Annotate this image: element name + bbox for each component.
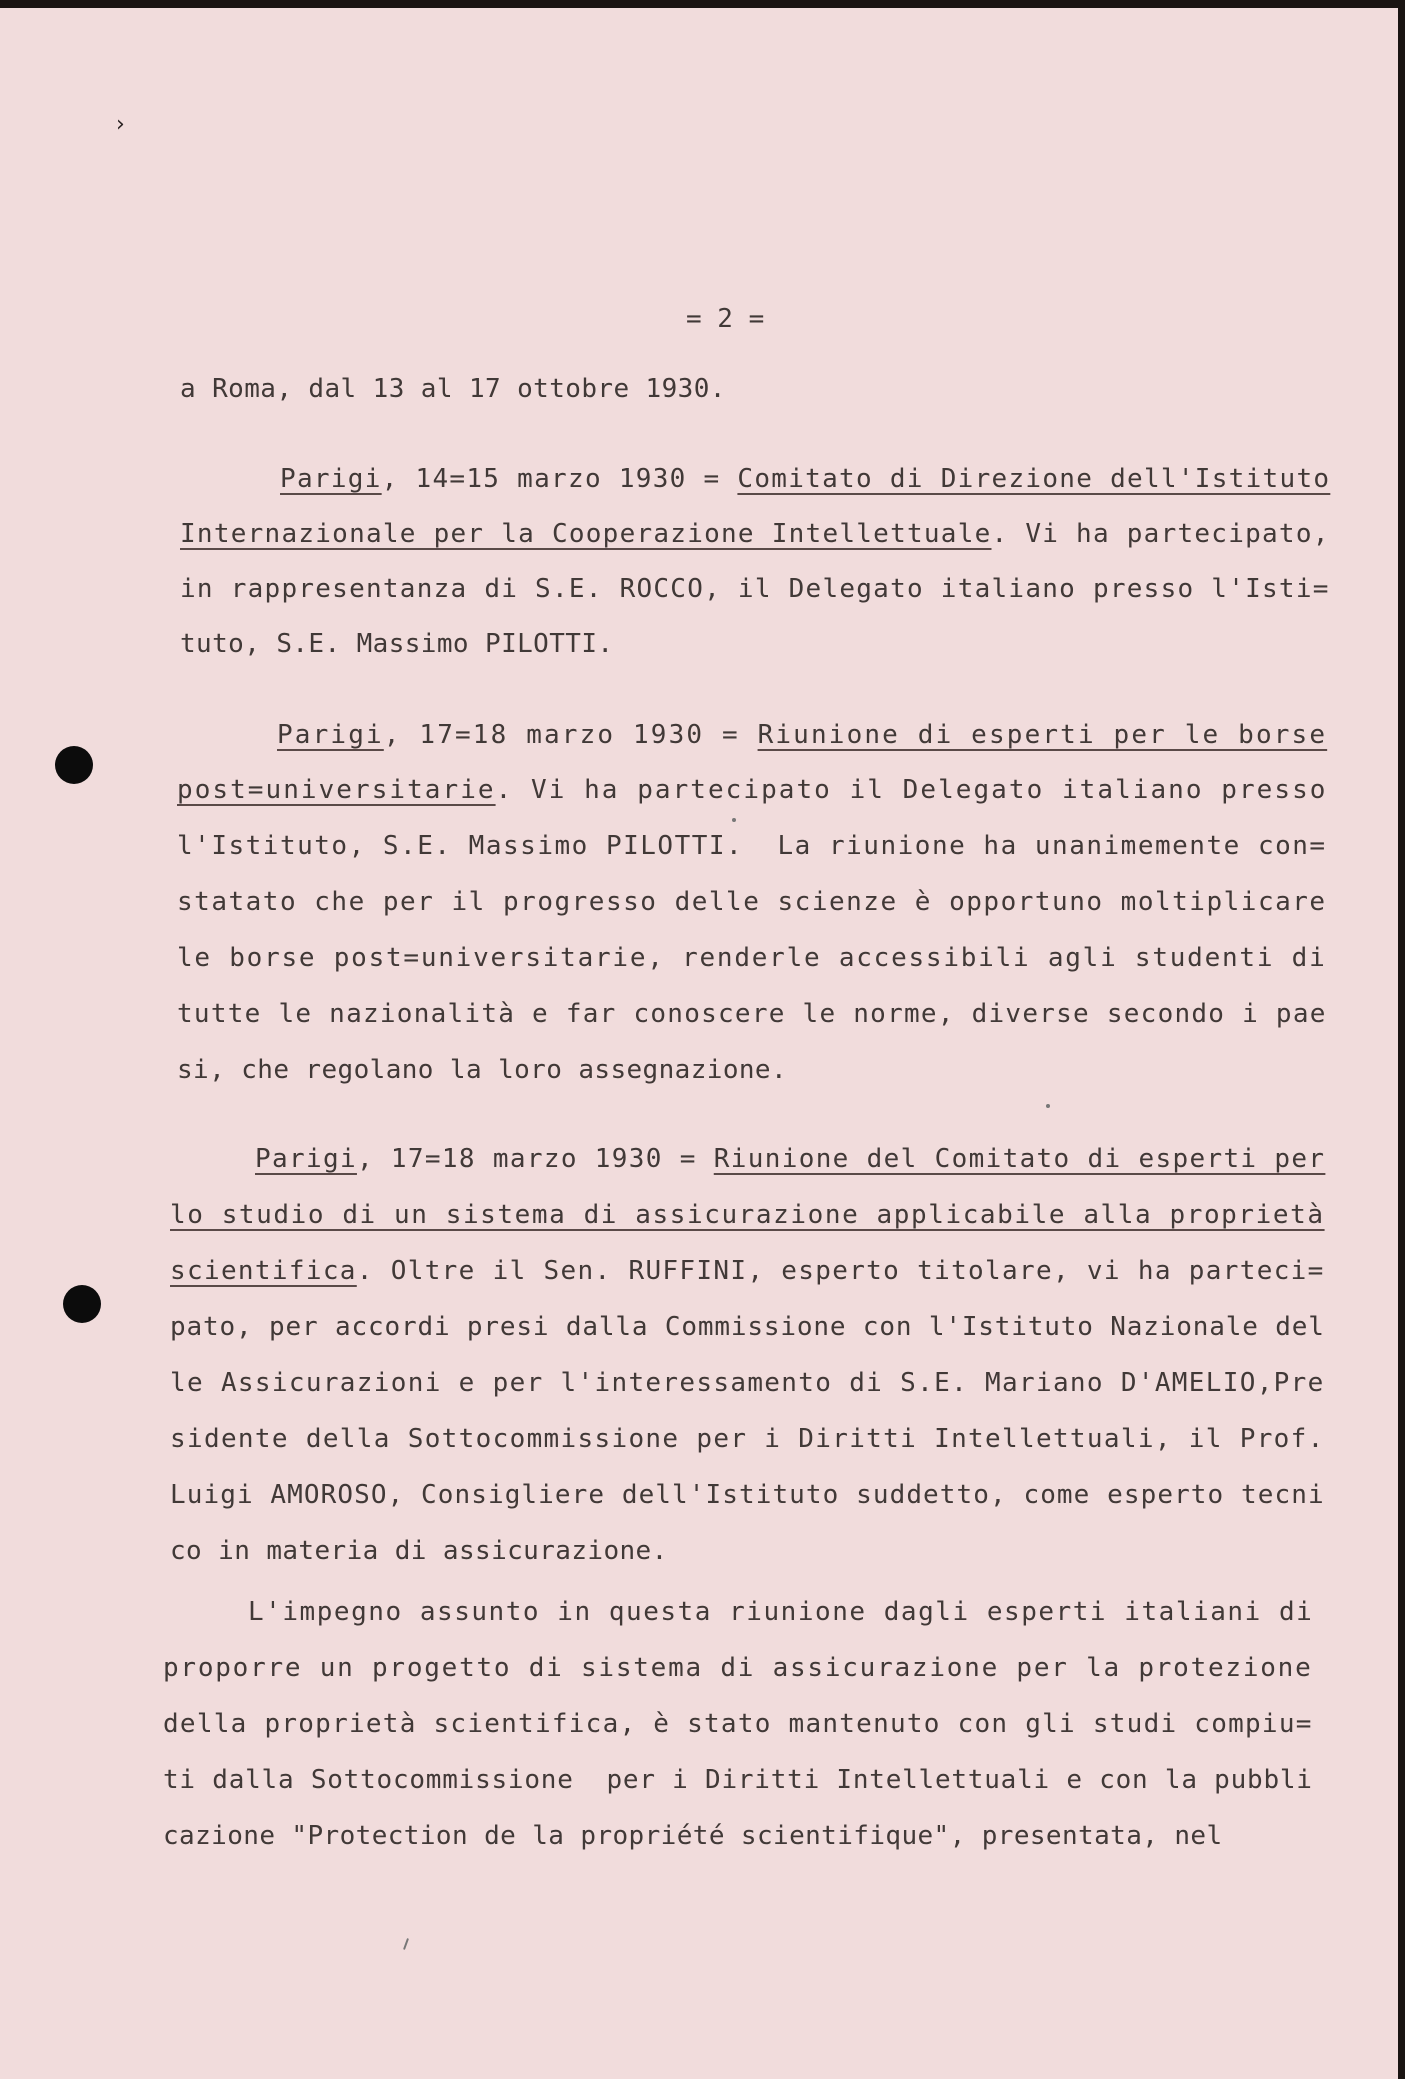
text-line — [177, 1055, 787, 1085]
text-line — [177, 775, 1327, 805]
text-line — [170, 1200, 1325, 1230]
underlined-text: Riunione del Comitato di esperti per — [713, 1144, 1326, 1174]
text-segment: , 17=18 marzo 1930 = — [383, 720, 758, 750]
text-segment: , 14=15 marzo 1930 = — [381, 464, 738, 494]
text-line — [170, 1480, 1325, 1510]
underlined-text: Comitato di Direzione dell'Istituto — [737, 464, 1331, 494]
text-line — [177, 887, 1327, 917]
underlined-text: lo studio di un sistema di assicurazione applicabile alla proprietà — [170, 1200, 1325, 1230]
text-segment: le Assicurazioni e per l'interessamento di S.E. Mariano D'AMELIO,Pre — [170, 1368, 1325, 1398]
text-line — [180, 374, 726, 404]
page-number: = 2 = — [686, 304, 765, 334]
text-segment: si, che regolano la loro assegnazione. — [177, 1055, 788, 1085]
text-line — [255, 1144, 1325, 1174]
text-segment: . Oltre il Sen. RUFFINI, esperto titolare, vi ha parteci= — [356, 1256, 1325, 1286]
text-line — [177, 943, 1327, 973]
text-segment: a Roma, dal 13 al 17 ottobre 1930. — [180, 374, 726, 404]
text-line — [170, 1368, 1325, 1398]
text-line — [277, 720, 1327, 750]
text-line — [180, 574, 1330, 604]
text-line — [180, 519, 1330, 549]
margin-mark: › — [116, 112, 125, 137]
ink-speck — [732, 818, 736, 822]
underlined-text: Parigi — [255, 1144, 357, 1174]
text-segment: cazione "Protection de la propriété scientifique", presentata, nel — [163, 1821, 1223, 1851]
text-segment: proporre un progetto di sistema di assicurazione per la protezione — [163, 1653, 1313, 1683]
text-line — [163, 1765, 1313, 1795]
text-line — [170, 1536, 668, 1566]
text-segment: tutte le nazionalità e far conoscere le norme, diverse secondo i pae — [177, 999, 1327, 1029]
text-line — [170, 1256, 1325, 1286]
text-line — [280, 464, 1330, 494]
text-segment: . Vi ha partecipato, — [991, 519, 1330, 549]
text-segment: l'Istituto, S.E. Massimo PILOTTI. La riunione ha unanimemente con= — [177, 831, 1327, 861]
ink-speck — [1046, 1104, 1050, 1108]
text-line — [170, 1312, 1325, 1342]
text-segment: ti dalla Sottocommissione per i Diritti Intellettuali e con la pubbli — [163, 1765, 1313, 1795]
underlined-text: Riunione di esperti per le borse — [757, 720, 1328, 750]
underlined-text: Parigi — [277, 720, 384, 750]
punch-hole-top — [55, 746, 93, 784]
text-line — [177, 999, 1327, 1029]
text-line — [163, 1709, 1313, 1739]
text-line — [170, 1424, 1325, 1454]
text-line — [163, 1653, 1313, 1683]
text-segment: della proprietà scientifica, è stato mantenuto con gli studi compiu= — [163, 1709, 1313, 1739]
text-segment: co in materia di assicurazione. — [170, 1536, 668, 1566]
text-segment: pato, per accordi presi dalla Commissione con l'Istituto Nazionale del — [170, 1312, 1325, 1342]
underlined-text: post=universitarie — [177, 775, 496, 805]
punch-hole-bottom — [63, 1285, 101, 1323]
text-segment: L'impegno assunto in questa riunione dagli esperti italiani di — [248, 1597, 1314, 1627]
text-segment: Luigi AMOROSO, Consigliere dell'Istituto suddetto, come esperto tecni — [170, 1480, 1325, 1510]
text-segment: . Vi ha partecipato il Delegato italiano presso — [495, 775, 1328, 805]
text-line — [163, 1821, 1223, 1851]
underlined-text: Internazionale per la Cooperazione Intellettuale — [180, 519, 992, 549]
text-segment: le borse post=universitarie, renderle accessibili agli studenti di — [177, 943, 1327, 973]
ink-speck — [403, 1938, 409, 1950]
text-segment: in rappresentanza di S.E. ROCCO, il Delegato italiano presso l'Isti= — [180, 574, 1330, 604]
text-line — [180, 629, 613, 659]
underlined-text: Parigi — [280, 464, 382, 494]
text-segment: tuto, S.E. Massimo PILOTTI. — [180, 629, 614, 659]
typewritten-page — [0, 8, 1398, 2079]
text-segment: , 17=18 marzo 1930 = — [356, 1144, 714, 1174]
text-segment: statato che per il progresso delle scienze è opportuno moltiplicare — [177, 887, 1327, 917]
text-segment: sidente della Sottocommissione per i Diritti Intellettuali, il Prof. — [170, 1424, 1325, 1454]
underlined-text: scientifica — [170, 1256, 357, 1286]
text-line — [248, 1597, 1313, 1627]
text-line — [177, 831, 1327, 861]
